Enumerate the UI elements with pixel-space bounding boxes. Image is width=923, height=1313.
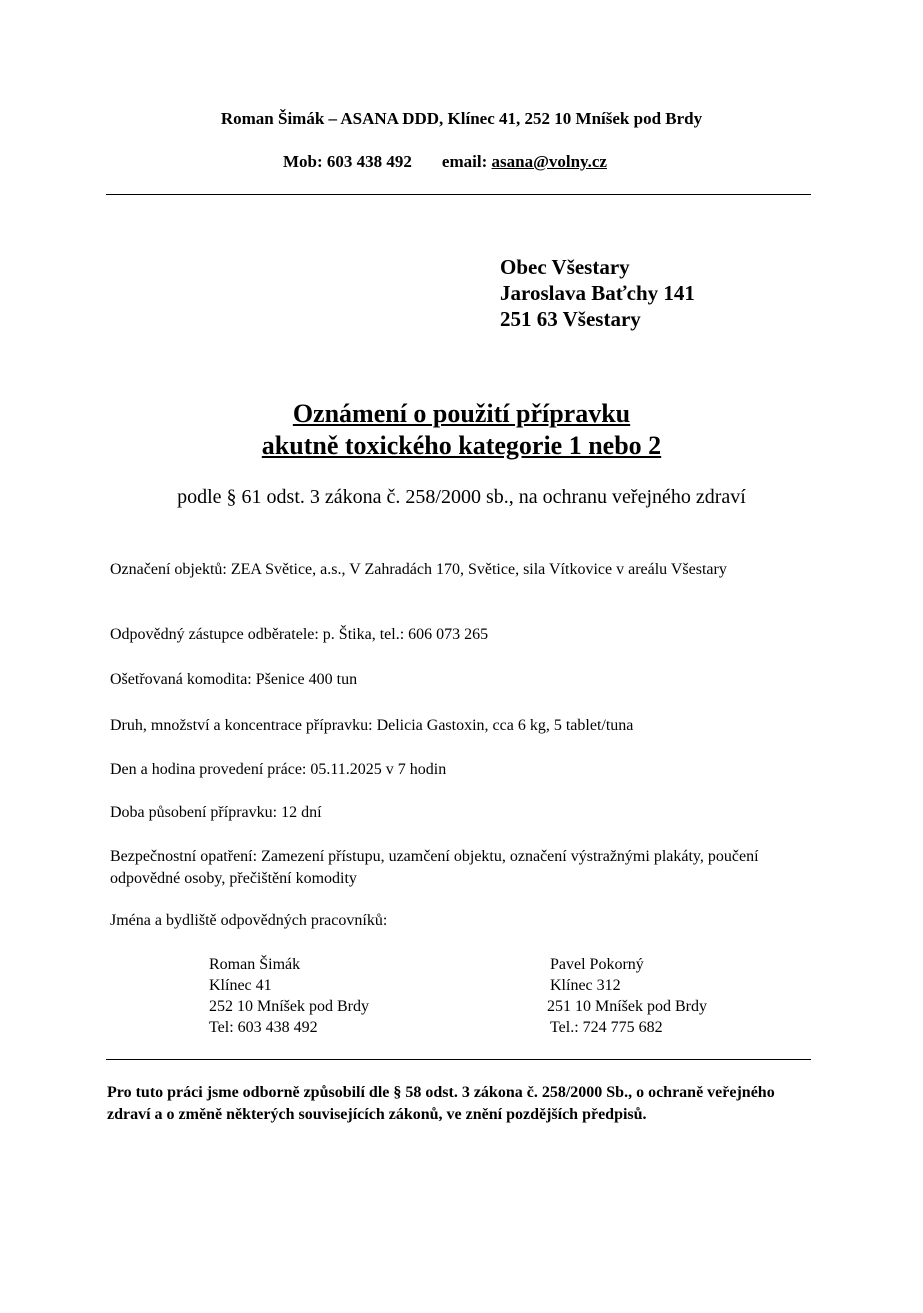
addressee-block xyxy=(500,254,695,332)
field-object-designation: Označení objektů: ZEA Světice, a.s., V Zahradách 170, Světice, sila Vítkovice v areálu Všestary xyxy=(110,561,727,578)
worker-street: Klínec 41 xyxy=(209,977,272,994)
competence-statement: Pro tuto práci jsme odborně způsobilí dle § 58 odst. 3 zákona č. 258/2000 Sb., o ochraně veřejného zdraví a o změně některých souvisejících zákonů, ve znění pozdějších předpisů. xyxy=(107,1084,775,1123)
field-product-details: Druh, množství a koncentrace přípravku: Delicia Gastoxin, cca 6 kg, 5 tablet/tuna xyxy=(110,717,634,734)
worker-street: Klínec 312 xyxy=(550,977,621,994)
letterhead-contact-line xyxy=(283,152,607,172)
addressee-line-1: Obec Všestary xyxy=(500,255,630,279)
worker-name: Roman Šimák xyxy=(209,956,301,973)
document-title-line-1: Oznámení o použití přípravku xyxy=(292,399,631,428)
worker-card-2 xyxy=(547,954,707,1038)
field-exposure-duration: Doba působení přípravku: 12 dní xyxy=(110,804,322,821)
document-title-line-2: akutně toxického kategorie 1 nebo 2 xyxy=(261,431,662,460)
letterhead-company-line: Roman Šimák – ASANA DDD, Klínec 41, 252 10 Mníšek pod Brdy xyxy=(220,109,703,128)
field-treated-commodity: Ošetřovaná komodita: Pšenice 400 tun xyxy=(110,671,358,688)
worker-card-1 xyxy=(209,954,369,1038)
field-responsible-workers-label: Jména a bydliště odpovědných pracovníků: xyxy=(110,912,388,929)
field-date-time: Den a hodina provedení práce: 05.11.2025 v 7 hodin xyxy=(110,761,447,778)
field-safety-measures: Bezpečnostní opatření: Zamezení přístupu, uzamčení objektu, označení výstražnými plakáty, poučení odpovědné osoby, přečištění komodity xyxy=(110,848,759,887)
document-title xyxy=(0,398,923,462)
worker-city: 251 10 Mníšek pod Brdy xyxy=(547,998,707,1015)
worker-phone: Tel: 603 438 492 xyxy=(209,1019,318,1036)
worker-phone: Tel.: 724 775 682 xyxy=(550,1019,663,1036)
worker-name: Pavel Pokorný xyxy=(550,956,644,973)
letterhead-email-label: email: xyxy=(441,152,492,171)
document-subtitle: podle § 61 odst. 3 zákona č. 258/2000 sb., na ochranu veřejného zdraví xyxy=(177,486,746,508)
field-responsible-representative: Odpovědný zástupce odběratele: p. Štika, tel.: 606 073 265 xyxy=(110,626,489,643)
footer-divider xyxy=(106,1059,811,1060)
letterhead-mobile: Mob: 603 438 492 xyxy=(283,152,412,171)
header-divider xyxy=(106,194,811,195)
addressee-line-3: 251 63 Všestary xyxy=(500,307,641,331)
worker-city: 252 10 Mníšek pod Brdy xyxy=(209,998,369,1015)
letterhead-email-link[interactable]: asana@volny.cz xyxy=(491,152,607,171)
addressee-line-2: Jaroslava Baťchy 141 xyxy=(500,281,695,305)
